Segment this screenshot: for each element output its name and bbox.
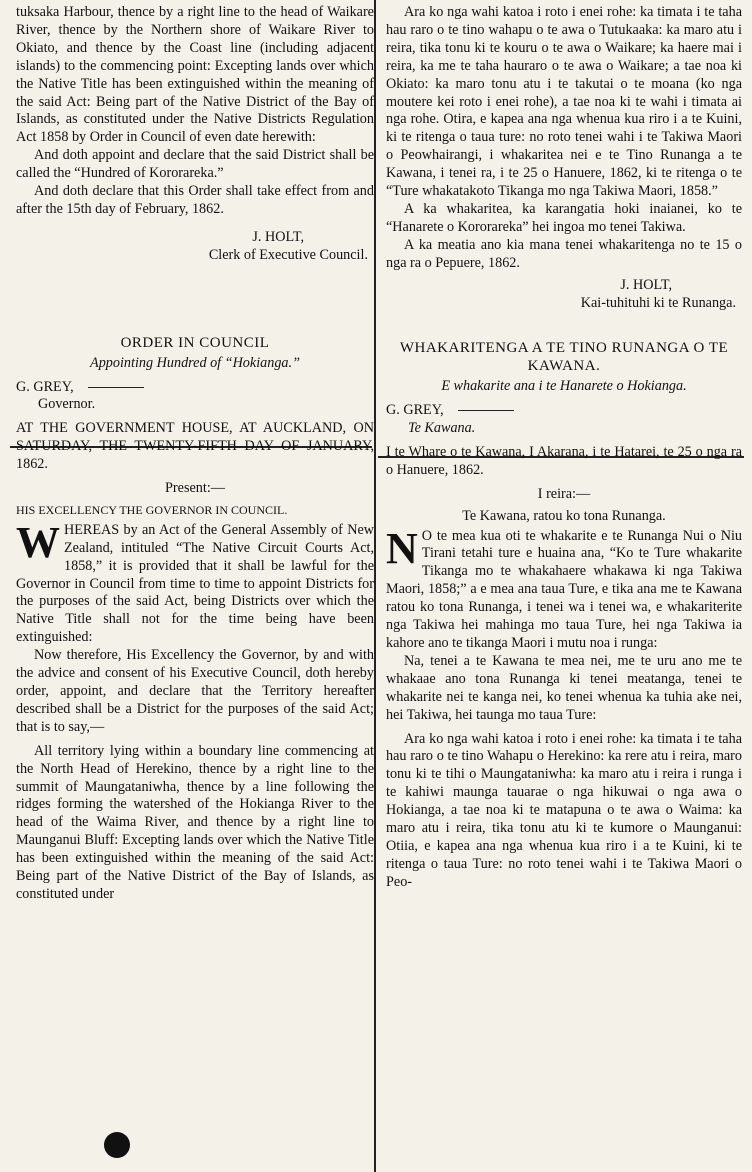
right-bottom-paragraph-3: Ara ko nga wahi katoa i roto i enei rohe: ka timata i te taha hau raro o te tino Wahapu o Herekino: ka rere atu i reira, maro tonu ki te tihi o Maungataniwha: ka maro atu i reira i runga i te kahiwi maunga tauarae o nga hikuwai o nga awa o Hokianga, a tae noa ki te matapuna o te awa o Waima: ka maro atu i reira, tika tonu atu ki te kumore o Maunganui: Otiia, e kapea ana nga whenua kua riro i a te Kuini, ki te ritenga o taua Ture: no roto tenei wahi i te Takiwa Maori o Peo- xyxy=(386,730,742,890)
right-governor-title: Te Kawana. xyxy=(408,420,476,437)
left-governor-title: Governor. xyxy=(38,396,96,413)
right-top-paragraph-2: A ka whakaritea, ka karangatia hoki inaianei, ko te “Hanarete o Kororareka” hei ingoa mo tenei Takiwa. xyxy=(386,200,742,235)
left-council: HIS EXCELLENCY THE GOVERNOR IN COUNCIL. xyxy=(16,502,288,517)
left-signature-title: Clerk of Executive Council. xyxy=(208,246,368,263)
right-bottom-paragraph-1 xyxy=(386,523,742,653)
left-governor-name-text: G. GREY, xyxy=(16,378,74,395)
left-heading: ORDER IN COUNCIL xyxy=(120,334,270,351)
right-council: Te Kawana, ratou ko tona Runanga. xyxy=(462,507,666,524)
left-top-paragraph-2: And doth appoint and declare that the said District shall be called the “Hundred of Kororareka.” xyxy=(16,147,374,182)
right-governor-name-text: G. GREY, xyxy=(386,402,444,419)
left-signature-name: J. HOLT, xyxy=(252,228,304,245)
column-divider xyxy=(374,0,376,1172)
left-bottom-paragraph-1 xyxy=(16,517,374,647)
right-governor-rule xyxy=(458,410,514,411)
right-signature-title: Kai-tuhituhi ki te Runanga. xyxy=(580,294,736,311)
left-top-paragraph-1: tuksaka Harbour, thence by a right line to the head of Waikare River, thence by the Northern shore of Waikare River to Okiato, and thence by the Coast line (including adjacent islands) to the commencing point: Excepting lands over which the Native Title has been extinguished within the meaning of the said Act: Being part of the Native District of the Bay of Islands, as constituted under the Native Districts Regulation Act 1858 by Order in Council of even date herewith: xyxy=(16,4,374,146)
right-heading: WHAKARITENGA A TE TINO RUNANGA O TE KAWANA. xyxy=(399,340,729,375)
left-present: Present:— xyxy=(165,480,225,497)
right-present: I reira:— xyxy=(537,485,591,502)
right-dropcap: N xyxy=(386,523,418,573)
left-dropcap: W xyxy=(16,517,60,567)
left-bottom-paragraph-1-text: HEREAS by an Act of the General Assembly of New Zealand, intituled “The Native Circuit Courts Act, 1858,” it is provided that it shall be lawful for the Governor in Council from time to time to appoint Districts for the purposes of the said Act, being Districts over which the Native Title shall not for the time being have been extinguished: xyxy=(16,521,374,646)
left-bottom-paragraph-2: Now therefore, His Excellency the Governor, by and with the advice and consent of his Executive Council, doth hereby order, appoint, and declare that the Territory hereafter described shall be a District for the purposes of the said Act; that is to say,— xyxy=(16,647,374,735)
left-governor-name xyxy=(16,379,374,397)
left-governor-rule xyxy=(88,387,144,388)
right-subheading: E whakarite ana i te Hanarete o Hokianga. xyxy=(441,378,687,395)
right-bottom-paragraph-2: Na, tenei a te Kawana te mea nei, me te uru ano me te whakaae ano tona Runanga ki tenei meatanga, tenei te whakarite nei te kanga nei, ko tenei whenua ka tuhia ake nei, hei Takiwa, hei taunga mo taua Ture: xyxy=(386,652,742,723)
right-column xyxy=(386,4,742,892)
right-bottom-paragraph-1-text: O te mea kua oti te whakarite e te Runanga Nui o Niu Tirani tetahi ture e huaina ana, “Ko te Ture whakarite Tikanga mo te whakahaere whakawa ki nga Takiwa Maori, 1858;” a e mea ana taua Ture, e tika ana me te Kawana ratou ko tona Runanga, i tenei wa i tenei wa, e whakariterite nga Takiwa hei mahinga mo taua Ture, hei nga Takiwa ia kahore ano te tikanga Maori i mutu noa i runga: xyxy=(386,527,742,651)
ink-blot xyxy=(104,1132,130,1158)
right-top-paragraph-1: Ara ko nga wahi katoa i roto i enei rohe: ka timata i te taha hau raro o te tino wahapu o te awa o Tutukaaka: ka maro atu i reira, tika tonu ki te kouru o te awa o Waikare; ka haere mai i reira, ka me te taha hauraro o te awa o Waikare; a tae noa ki Okiato: ka maro tonu atu i te takutai o te moana (ko nga moutere kei roto i enei rohe), a tae noa ki te wahi i timata ai nga rohe. Otira, e kapea ana nga whenua kua riro i a te Kuini, ki te ritenga o taua ture: no roto tenei wahi i te Takiwa Maori o Peowhairangi, i whakaritea nei e te Tino Runanga a te Kawana, i tenei ra, i te 25 o Hanuere, 1862, ki te ritenga o te “Ture whakatakoto Tikanga mo nga Takiwa Maori, 1858.” xyxy=(386,4,742,200)
right-top-paragraph-3: A ka meatia ano kia mana tenei whakaritenga no te 15 o nga ra o Pepuere, 1862. xyxy=(386,236,742,271)
left-bottom-paragraph-3: All territory lying within a boundary line commencing at the North Head of Herekino, thence by a right line to the summit of Maungataniwha, thence by a line following the ridges forming the watershed of the Hokianga River to the head of the Waima River, and thence by a right line to Maunganui Bluff: Excepting lands over which the Native Title has been extinguished within the meaning of the said Act: Being part of the Native District of the Bay of Islands, as constituted under xyxy=(16,742,374,902)
right-signature-name: J. HOLT, xyxy=(620,276,672,293)
right-governor-name xyxy=(386,402,742,420)
left-subheading: Appointing Hundred of “Hokianga.” xyxy=(90,354,300,371)
left-place-date: AT THE GOVERNMENT HOUSE, AT AUCKLAND, ON SATURDAY, THE TWENTY-FIFTH DAY OF JANUARY, 1862. xyxy=(16,420,374,473)
left-column xyxy=(16,4,374,904)
right-place-date: I te Whare o te Kawana, I Akarana, i te Hatarei, te 25 o nga ra o Hanuere, 1862. xyxy=(386,443,742,478)
left-top-paragraph-3: And doth declare that this Order shall take effect from and after the 15th day of February, 1862. xyxy=(16,183,374,217)
